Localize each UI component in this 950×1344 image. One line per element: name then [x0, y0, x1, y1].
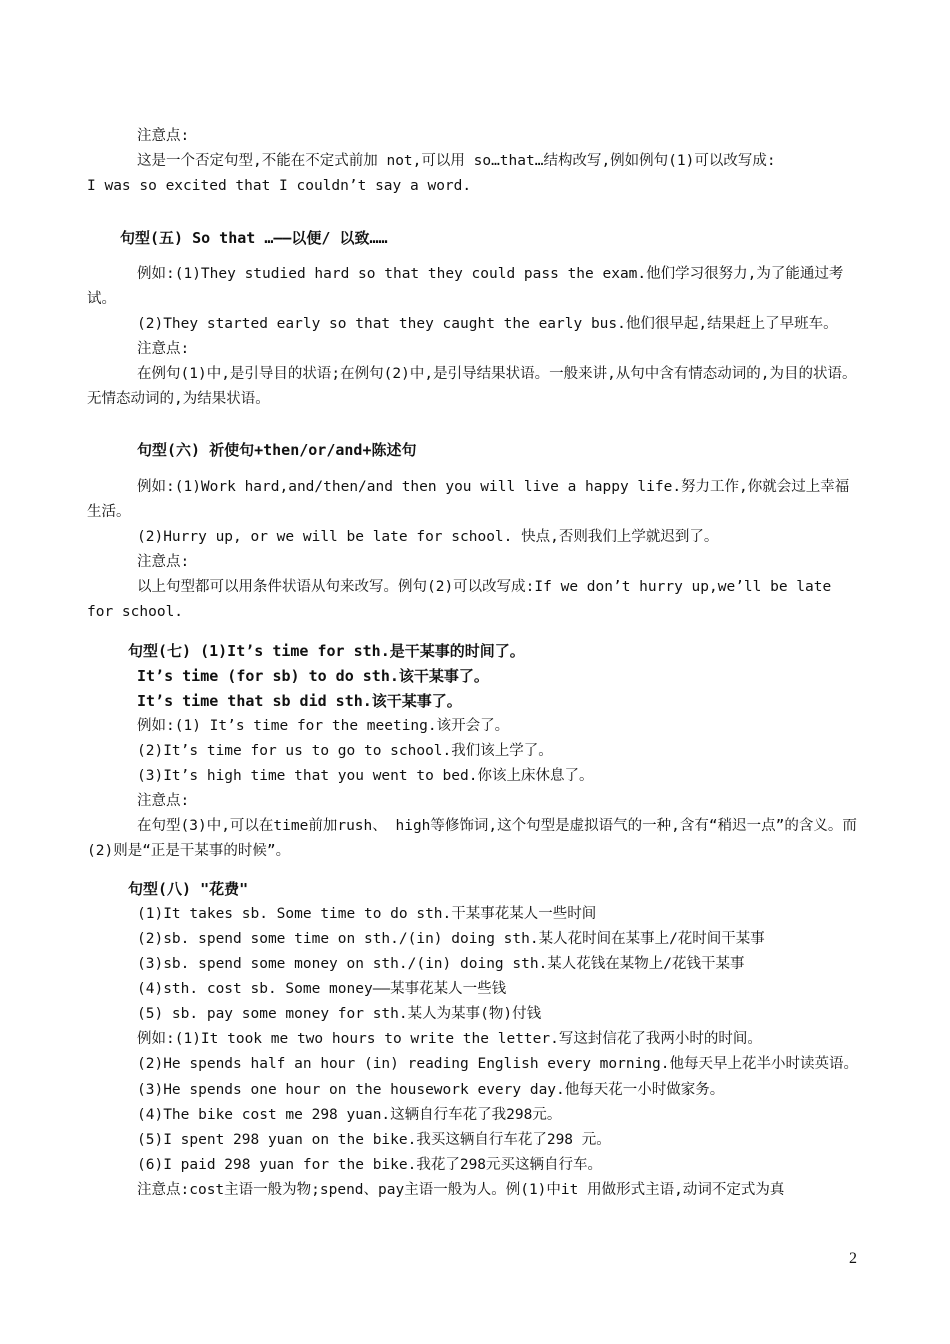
section-6-note-label: 注意点: [137, 554, 190, 570]
section-6-example-1: 例如:(1)Work hard,and/then/and then you will live a happy life.努力工作,你就会过上幸福生活。 [87, 479, 850, 520]
example-item: (2)He spends half an hour (in) reading English every morning.他每天早上花半小时读英语。 [137, 1056, 859, 1072]
pattern-item: (1)It takes sb. Some time to do sth.干某事花某人一些时间 [137, 906, 597, 922]
example-item: (6)I paid 298 yuan for the bike.我花了298元买这辆自行车。 [137, 1157, 603, 1173]
section-6-heading: 句型(六) 祈使句+then/or/and+陈述句 [137, 441, 417, 459]
section-7-note-label: 注意点: [137, 793, 190, 809]
section-7-example-3: (3)It’s high time that you went to bed.你该上床休息了。 [137, 768, 594, 784]
example-item: (4)The bike cost me 298 yuan.这辆自行车花了我298元。 [137, 1107, 562, 1123]
section-8-heading: 句型(八) "花费" [128, 880, 249, 898]
section-7-note-text: 在句型(3)中,可以在time前加rush、 high等修饰词,这个句型是虚拟语气的一种,含有“稍迟一点”的含义。而(2)则是“正是干某事的时候”。 [87, 818, 857, 859]
example-item: (5)I spent 298 yuan on the bike.我买这辆自行车花了298 元。 [137, 1132, 611, 1148]
pattern-item: (5) sb. pay some money for sth.某人为某事(物)付钱 [137, 1006, 542, 1022]
section-6-example-2: (2)Hurry up, or we will be late for school. 快点,否则我们上学就迟到了。 [137, 529, 719, 545]
section-5-example-2: (2)They started early so that they caught the early bus.他们很早起,结果赶上了早班车。 [137, 316, 838, 332]
page-number: 2 [849, 1250, 857, 1267]
pattern-item: (2)sb. spend some time on sth./(in) doing sth.某人花时间在某事上/花时间干某事 [137, 931, 765, 947]
section-5-example-1: 例如:(1)They studied hard so that they could pass the exam.他们学习很努力,为了能通过考试。 [87, 266, 844, 307]
section-7-heading-3: It’s time that sb did sth.该干某事了。 [137, 692, 462, 710]
example-item: 例如:(1)It took me two hours to write the letter.写这封信花了我两小时的时间。 [137, 1031, 762, 1047]
section-5-heading: 句型(五) So that …——以便/ 以致…… [120, 229, 388, 247]
note-text: 这是一个否定句型,不能在不定式前加 not,可以用 so…that…结构改写,例如例句(1)可以改写成: [137, 153, 776, 169]
note-label: 注意点: [137, 128, 190, 144]
section-7-example-1: 例如:(1) It’s time for the meeting.该开会了。 [137, 718, 510, 734]
section-7-example-2: (2)It’s time for us to go to school.我们该上学了。 [137, 743, 553, 759]
section-7-heading: 句型(七) (1)It’s time for sth.是干某事的时间了。 [128, 642, 525, 660]
section-5-note-text: 在例句(1)中,是引导目的状语;在例句(2)中,是引导结果状语。一般来讲,从句中含有情态动词的,为目的状语。无情态动词的,为结果状语。 [87, 366, 857, 407]
section-8-note-text: 注意点:cost主语一般为物;spend、pay主语一般为人。例(1)中it 用做形式主语,动词不定式为真 [137, 1182, 785, 1198]
section-7-heading-2: It’s time (for sb) to do sth.该干某事了。 [137, 667, 489, 685]
pattern-item: (3)sb. spend some money on sth./(in) doing sth.某人花钱在某物上/花钱干某事 [137, 956, 745, 972]
section-5-note-label: 注意点: [137, 341, 190, 357]
example-item: (3)He spends one hour on the housework every day.他每天花一小时做家务。 [137, 1082, 725, 1098]
note-text-cont: I was so excited that I couldn’t say a word. [87, 178, 472, 194]
section-6-note-text: 以上句型都可以用条件状语从句来改写。例句(2)可以改写成:If we don’t hurry up,we’ll be late for school. [87, 579, 832, 620]
pattern-item: (4)sth. cost sb. Some money——某事花某人一些钱 [137, 981, 507, 997]
